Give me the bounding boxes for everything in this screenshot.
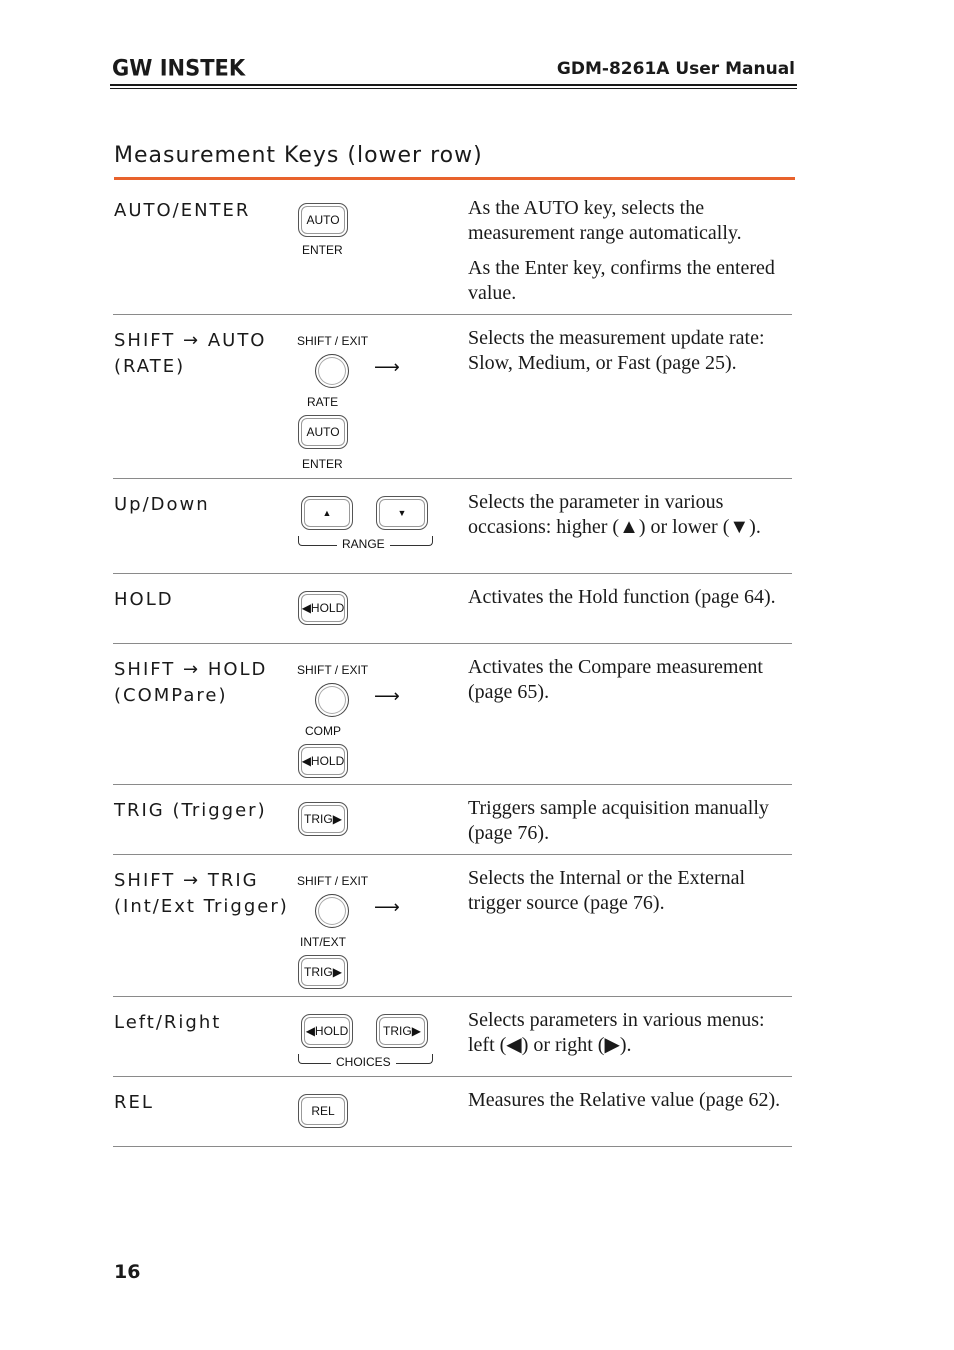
description-text: Activates the Hold function (page 64).	[468, 586, 776, 608]
row-divider	[113, 573, 792, 574]
shift-round-key	[315, 354, 349, 388]
key-row-shift-auto-rate	[113, 322, 792, 479]
description-text: As the Enter key, confirms the entered value.	[468, 257, 775, 304]
key-row-hold	[113, 581, 792, 644]
trig-key: TRIG▶	[376, 1014, 428, 1048]
key-illustration	[291, 486, 461, 574]
key-description	[468, 196, 793, 316]
enter-label: ENTER	[302, 243, 343, 257]
auto-key: AUTO	[298, 415, 348, 449]
hold-key: ◀HOLD	[298, 591, 348, 625]
key-illustration	[291, 581, 461, 644]
key-illustration	[291, 1084, 461, 1147]
rel-key: REL	[298, 1094, 348, 1128]
description-text: Measures the Relative value (page 62).	[468, 1089, 781, 1111]
key-description	[468, 796, 793, 856]
key-description	[468, 866, 793, 926]
row-divider	[113, 1076, 792, 1077]
key-illustration	[291, 862, 461, 997]
key-description	[468, 1008, 793, 1068]
right-arrow-icon: ⟶	[374, 897, 400, 918]
key-row-up-down	[113, 486, 792, 574]
key-name: REL	[114, 1092, 154, 1113]
key-illustration	[291, 192, 461, 315]
key-description	[468, 1088, 793, 1123]
shift-exit-label: SHIFT / EXIT	[297, 334, 369, 348]
key-name: Left/Right	[114, 1012, 222, 1033]
key-row-left-right	[113, 1004, 792, 1077]
key-row-shift-hold-compare	[113, 651, 792, 785]
key-illustration	[291, 322, 461, 479]
up-key	[301, 496, 353, 530]
key-illustration	[291, 1004, 461, 1077]
key-name: HOLD	[114, 589, 174, 610]
key-description	[468, 326, 793, 386]
page-header	[110, 54, 797, 88]
row-divider	[113, 854, 792, 855]
range-label: RANGE	[337, 537, 390, 551]
key-illustration	[291, 792, 461, 855]
key-row-trig	[113, 792, 792, 855]
page-number: 16	[114, 1261, 141, 1283]
row-divider	[113, 784, 792, 785]
description-text: As the AUTO key, selects the measurement range automatically.	[468, 197, 742, 244]
key-name: Up/Down	[114, 494, 210, 515]
row-divider	[113, 643, 792, 644]
shift-round-key	[315, 683, 349, 717]
key-name: TRIG (Trigger)	[114, 800, 267, 821]
description-text: Selects the measurement update rate: Slow, Medium, or Fast (page 25).	[468, 327, 765, 374]
description-text: Selects parameters in various menus: left (◀) or right (▶).	[468, 1009, 765, 1056]
row-divider	[113, 478, 792, 479]
section-title: Measurement Keys (lower row)	[114, 143, 483, 168]
shift-exit-label: SHIFT / EXIT	[297, 663, 369, 677]
row-divider	[113, 314, 792, 315]
hold-key: ◀HOLD	[301, 1014, 353, 1048]
header-rule	[110, 84, 797, 86]
down-key	[376, 496, 428, 530]
row-divider	[113, 996, 792, 997]
key-name: SHIFT → TRIG (Int/Ext Trigger)	[114, 870, 289, 917]
key-name: AUTO/ENTER	[114, 200, 251, 221]
trig-key: TRIG▶	[298, 955, 348, 989]
key-description	[468, 490, 793, 550]
down-triangle-icon: ▼	[397, 508, 407, 518]
description-text: Selects the parameter in various occasions: higher (▲) or lower (▼).	[468, 491, 761, 538]
section-rule	[114, 177, 795, 180]
key-name: SHIFT → HOLD (COMPare)	[114, 659, 268, 706]
brand-logo: GW INSTEK	[112, 55, 246, 81]
right-arrow-icon: ⟶	[374, 357, 400, 378]
choices-label: CHOICES	[331, 1055, 396, 1069]
comp-label: COMP	[305, 724, 341, 738]
row-divider	[113, 1146, 792, 1147]
key-name: SHIFT → AUTO (RATE)	[114, 330, 267, 377]
shift-round-key	[315, 894, 349, 928]
int-ext-label: INT/EXT	[300, 935, 347, 949]
rate-label: RATE	[307, 395, 339, 409]
header-rule-thin	[110, 88, 797, 89]
key-illustration	[291, 651, 461, 785]
key-row-shift-trig-int-ext	[113, 862, 792, 997]
description-text: Selects the Internal or the External trigger source (page 76).	[468, 867, 746, 914]
description-text: Activates the Compare measurement (page 65).	[468, 656, 763, 703]
key-description	[468, 585, 793, 620]
shift-exit-label: SHIFT / EXIT	[297, 874, 369, 888]
key-description	[468, 655, 793, 715]
enter-label: ENTER	[302, 457, 343, 471]
description-text: Triggers sample acquisition manually (page 76).	[468, 797, 769, 844]
right-arrow-icon: ⟶	[374, 686, 400, 707]
auto-key: AUTO	[298, 203, 348, 237]
key-row-auto-enter	[113, 192, 792, 315]
manual-title: GDM-8261A User Manual	[556, 59, 795, 79]
hold-key: ◀HOLD	[298, 744, 348, 778]
key-row-rel	[113, 1084, 792, 1147]
trig-key: TRIG▶	[298, 802, 348, 836]
up-triangle-icon: ▲	[322, 508, 332, 518]
